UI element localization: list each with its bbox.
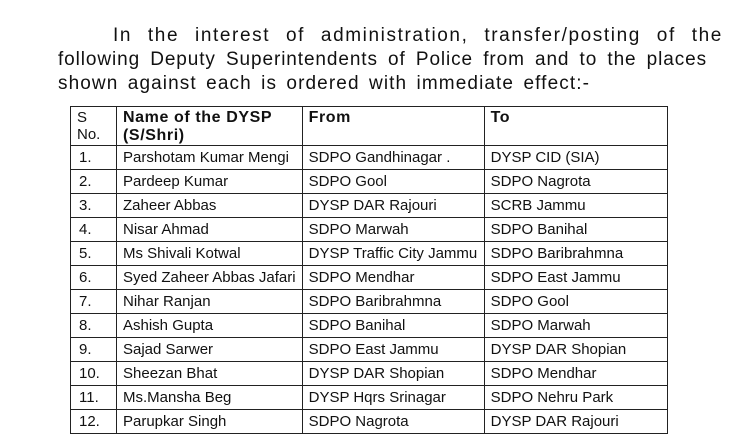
cell-sno: 9. [71,338,117,362]
transfer-table [70,106,668,434]
table-row [71,170,668,194]
cell-to: SDPO Gool [484,290,667,314]
cell-sno: 4. [71,218,117,242]
cell-from: DYSP DAR Rajouri [302,194,484,218]
header-name [117,107,303,146]
cell-to: DYSP DAR Rajouri [484,410,667,434]
cell-to: SDPO Mendhar [484,362,667,386]
cell-to: SDPO Baribrahmna [484,242,667,266]
cell-from: SDPO Gool [302,170,484,194]
cell-sno: 7. [71,290,117,314]
cell-from: DYSP DAR Shopian [302,362,484,386]
cell-from: SDPO Banihal [302,314,484,338]
cell-sno: 12. [71,410,117,434]
intro-line-3: shown against each is ordered with immediate effect:- [58,73,591,94]
cell-from: SDPO Mendhar [302,266,484,290]
cell-sno: 5. [71,242,117,266]
table-row [71,338,668,362]
intro-line-2: following Deputy Superintendents of Police from and to the places [58,49,707,70]
header-name-line1: Name of the DYSP [123,109,273,126]
header-sno-line1: S [77,109,88,126]
header-sno-line2: No. [77,126,101,143]
cell-from: SDPO Baribrahmna [302,290,484,314]
cell-name: Ms Shivali Kotwal [117,242,303,266]
cell-to: DYSP DAR Shopian [484,338,667,362]
cell-name: Pardeep Kumar [117,170,303,194]
header-row [71,107,668,146]
cell-from: SDPO Marwah [302,218,484,242]
cell-sno: 1. [71,146,117,170]
table-row [71,146,668,170]
cell-to: SDPO East Jammu [484,266,667,290]
cell-name: Syed Zaheer Abbas Jafari [117,266,303,290]
cell-from: SDPO Nagrota [302,410,484,434]
cell-sno: 3. [71,194,117,218]
table-row [71,314,668,338]
cell-name: Parupkar Singh [117,410,303,434]
table-row [71,362,668,386]
intro-paragraph [58,24,734,96]
header-name-line2: (S/Shri) [123,127,185,144]
cell-from: DYSP Hqrs Srinagar [302,386,484,410]
table-row [71,242,668,266]
cell-name: Sajad Sarwer [117,338,303,362]
cell-to: SDPO Nehru Park [484,386,667,410]
cell-sno: 2. [71,170,117,194]
cell-to: DYSP CID (SIA) [484,146,667,170]
intro-line-1: In the interest of administration, transfer/posting of the [113,25,723,46]
cell-name: Ms.Mansha Beg [117,386,303,410]
cell-sno: 10. [71,362,117,386]
table-row [71,266,668,290]
header-from: From [302,107,484,146]
cell-name: Sheezan Bhat [117,362,303,386]
cell-sno: 6. [71,266,117,290]
cell-sno: 8. [71,314,117,338]
table-row [71,386,668,410]
cell-name: Zaheer Abbas [117,194,303,218]
cell-from: SDPO East Jammu [302,338,484,362]
table-header [71,107,668,146]
cell-name: Ashish Gupta [117,314,303,338]
cell-name: Nihar Ranjan [117,290,303,314]
header-sno [71,107,117,146]
table-body [71,146,668,434]
table-row [71,290,668,314]
cell-to: SDPO Nagrota [484,170,667,194]
cell-to: SCRB Jammu [484,194,667,218]
cell-from: DYSP Traffic City Jammu [302,242,484,266]
cell-name: Parshotam Kumar Mengi [117,146,303,170]
cell-name: Nisar Ahmad [117,218,303,242]
cell-to: SDPO Marwah [484,314,667,338]
cell-sno: 11. [71,386,117,410]
cell-from: SDPO Gandhinagar . [302,146,484,170]
table-row [71,194,668,218]
header-to: To [484,107,667,146]
cell-to: SDPO Banihal [484,218,667,242]
table-row [71,218,668,242]
